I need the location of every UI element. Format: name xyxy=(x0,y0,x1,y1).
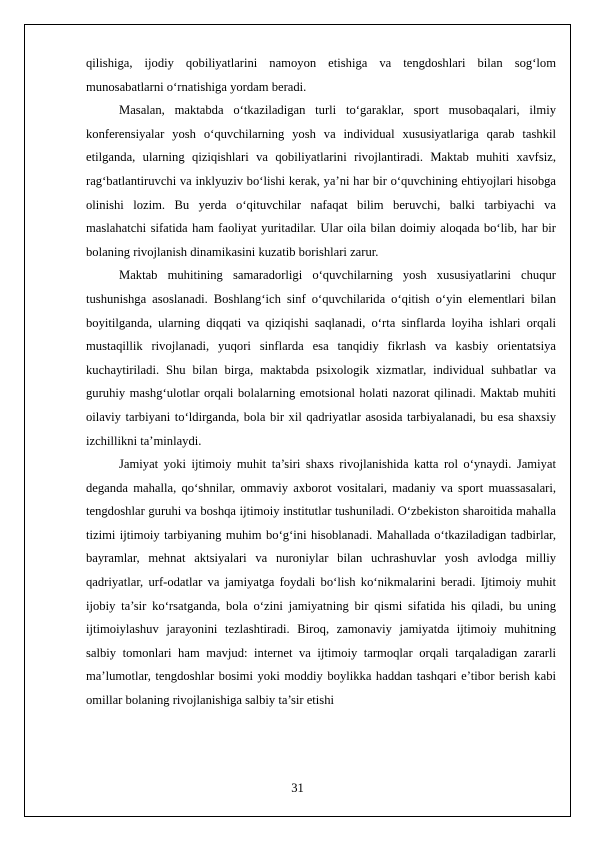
page-number: 31 xyxy=(291,781,304,795)
paragraph-continuation: qilishiga, ijodiy qobiliyatlarini namoyon etishiga va tengdoshlari bilan sog‘lom munosabatlarni o‘rnatishiga yordam beradi. xyxy=(86,56,556,94)
paragraph-school-environment: Maktab muhitining samaradorligi o‘quvchilarning yosh xususiyatlarini chuqur tushunishga asoslanadi. Boshlang‘ich sinf o‘quvchilarida o‘qitish o‘yin elementlari bilan boyitilganda, ularning diqqati va qiziqishi saqlanadi, o‘rta sinflarda loyiha ishlari orqali mustaqillik rivojlanadi, yuqori sinflarda esa tanqidiy fikrlash va kasbiy orientatsiya kuchaytiriladi. Shu bilan birga, maktabda psixologik xizmatlar, individual suhbatlar va guruhiy mashg‘ulotlar orqali bolalarning emotsional holati nazorat qilinadi. Maktab muhiti oilaviy tarbiyani to‘ldirganda, bola bir xil qadriyatlar asosida tarbiyalanadi, bu esa shaxsiy izchillikni ta’minlaydi. xyxy=(86,268,556,448)
body-text xyxy=(86,52,556,713)
paragraph-social-environment: Jamiyat yoki ijtimoiy muhit ta’siri shaxs rivojlanishida katta rol o‘ynaydi. Jamiyat deganda mahalla, qo‘shnilar, ommaviy axborot vositalari, madaniy va sport muassasalari, tengdoshlar guruhi va boshqa ijtimoiy institutlar tushuniladi. O‘zbekiston sharoitida mahalla tizimi ijtimoiy tarbiyaning muhim bo‘g‘ini hisoblanadi. Mahallada o‘tkaziladigan tadbirlar, bayramlar, mehnat aktsiyalari va nuroniylar bilan uchrashuvlar yosh avlodga milliy qadriyatlar, urf-odatlar va jamiyatga foydali bo‘lish ko‘nikmalarini beradi. Ijtimoiy muhit ijobiy ta’sir ko‘rsatganda, bola o‘zini jamiyatning bir qismi sifatida his qiladi, bu uning ijtimoiylashuv jarayonini tezlashtiradi. Biroq, zamonaviy jamiyatda ijtimoiy muhitning salbiy tomonlari ham mavjud: internet va ijtimoiy tarmoqlar orqali tarqaladigan zararli ma’lumotlar, tengdoshlar bosimi yoki moddiy boylikka haddan tashqari e’tibor berish kabi omillar bolaning rivojlanishiga salbiy ta’sir etishi xyxy=(86,457,556,708)
paragraph-school-activities: Masalan, maktabda o‘tkaziladigan turli to‘garaklar, sport musobaqalari, ilmiy konferensiyalar yosh o‘quvchilarning yosh va individual xususiyatlariga qarab tashkil etilganda, ularning qiziqishlari va qobiliyatlarini rivojlantiradi. Maktab muhiti xavfsiz, rag‘batlantiruvchi va inklyuziv bo‘lishi kerak, ya’ni har bir o‘quvchining ehtiyojlari hisobga olinishi lozim. Bu yerda o‘qituvchilar nafaqat bilim beruvchi, balki tarbiyachi va maslahatchi sifatida ham faoliyat yuritadilar. Ular oila bilan doimiy aloqada bo‘lib, har bir bolaning rivojlanish dinamikasini kuzatib borishlari zarur. xyxy=(86,103,556,259)
